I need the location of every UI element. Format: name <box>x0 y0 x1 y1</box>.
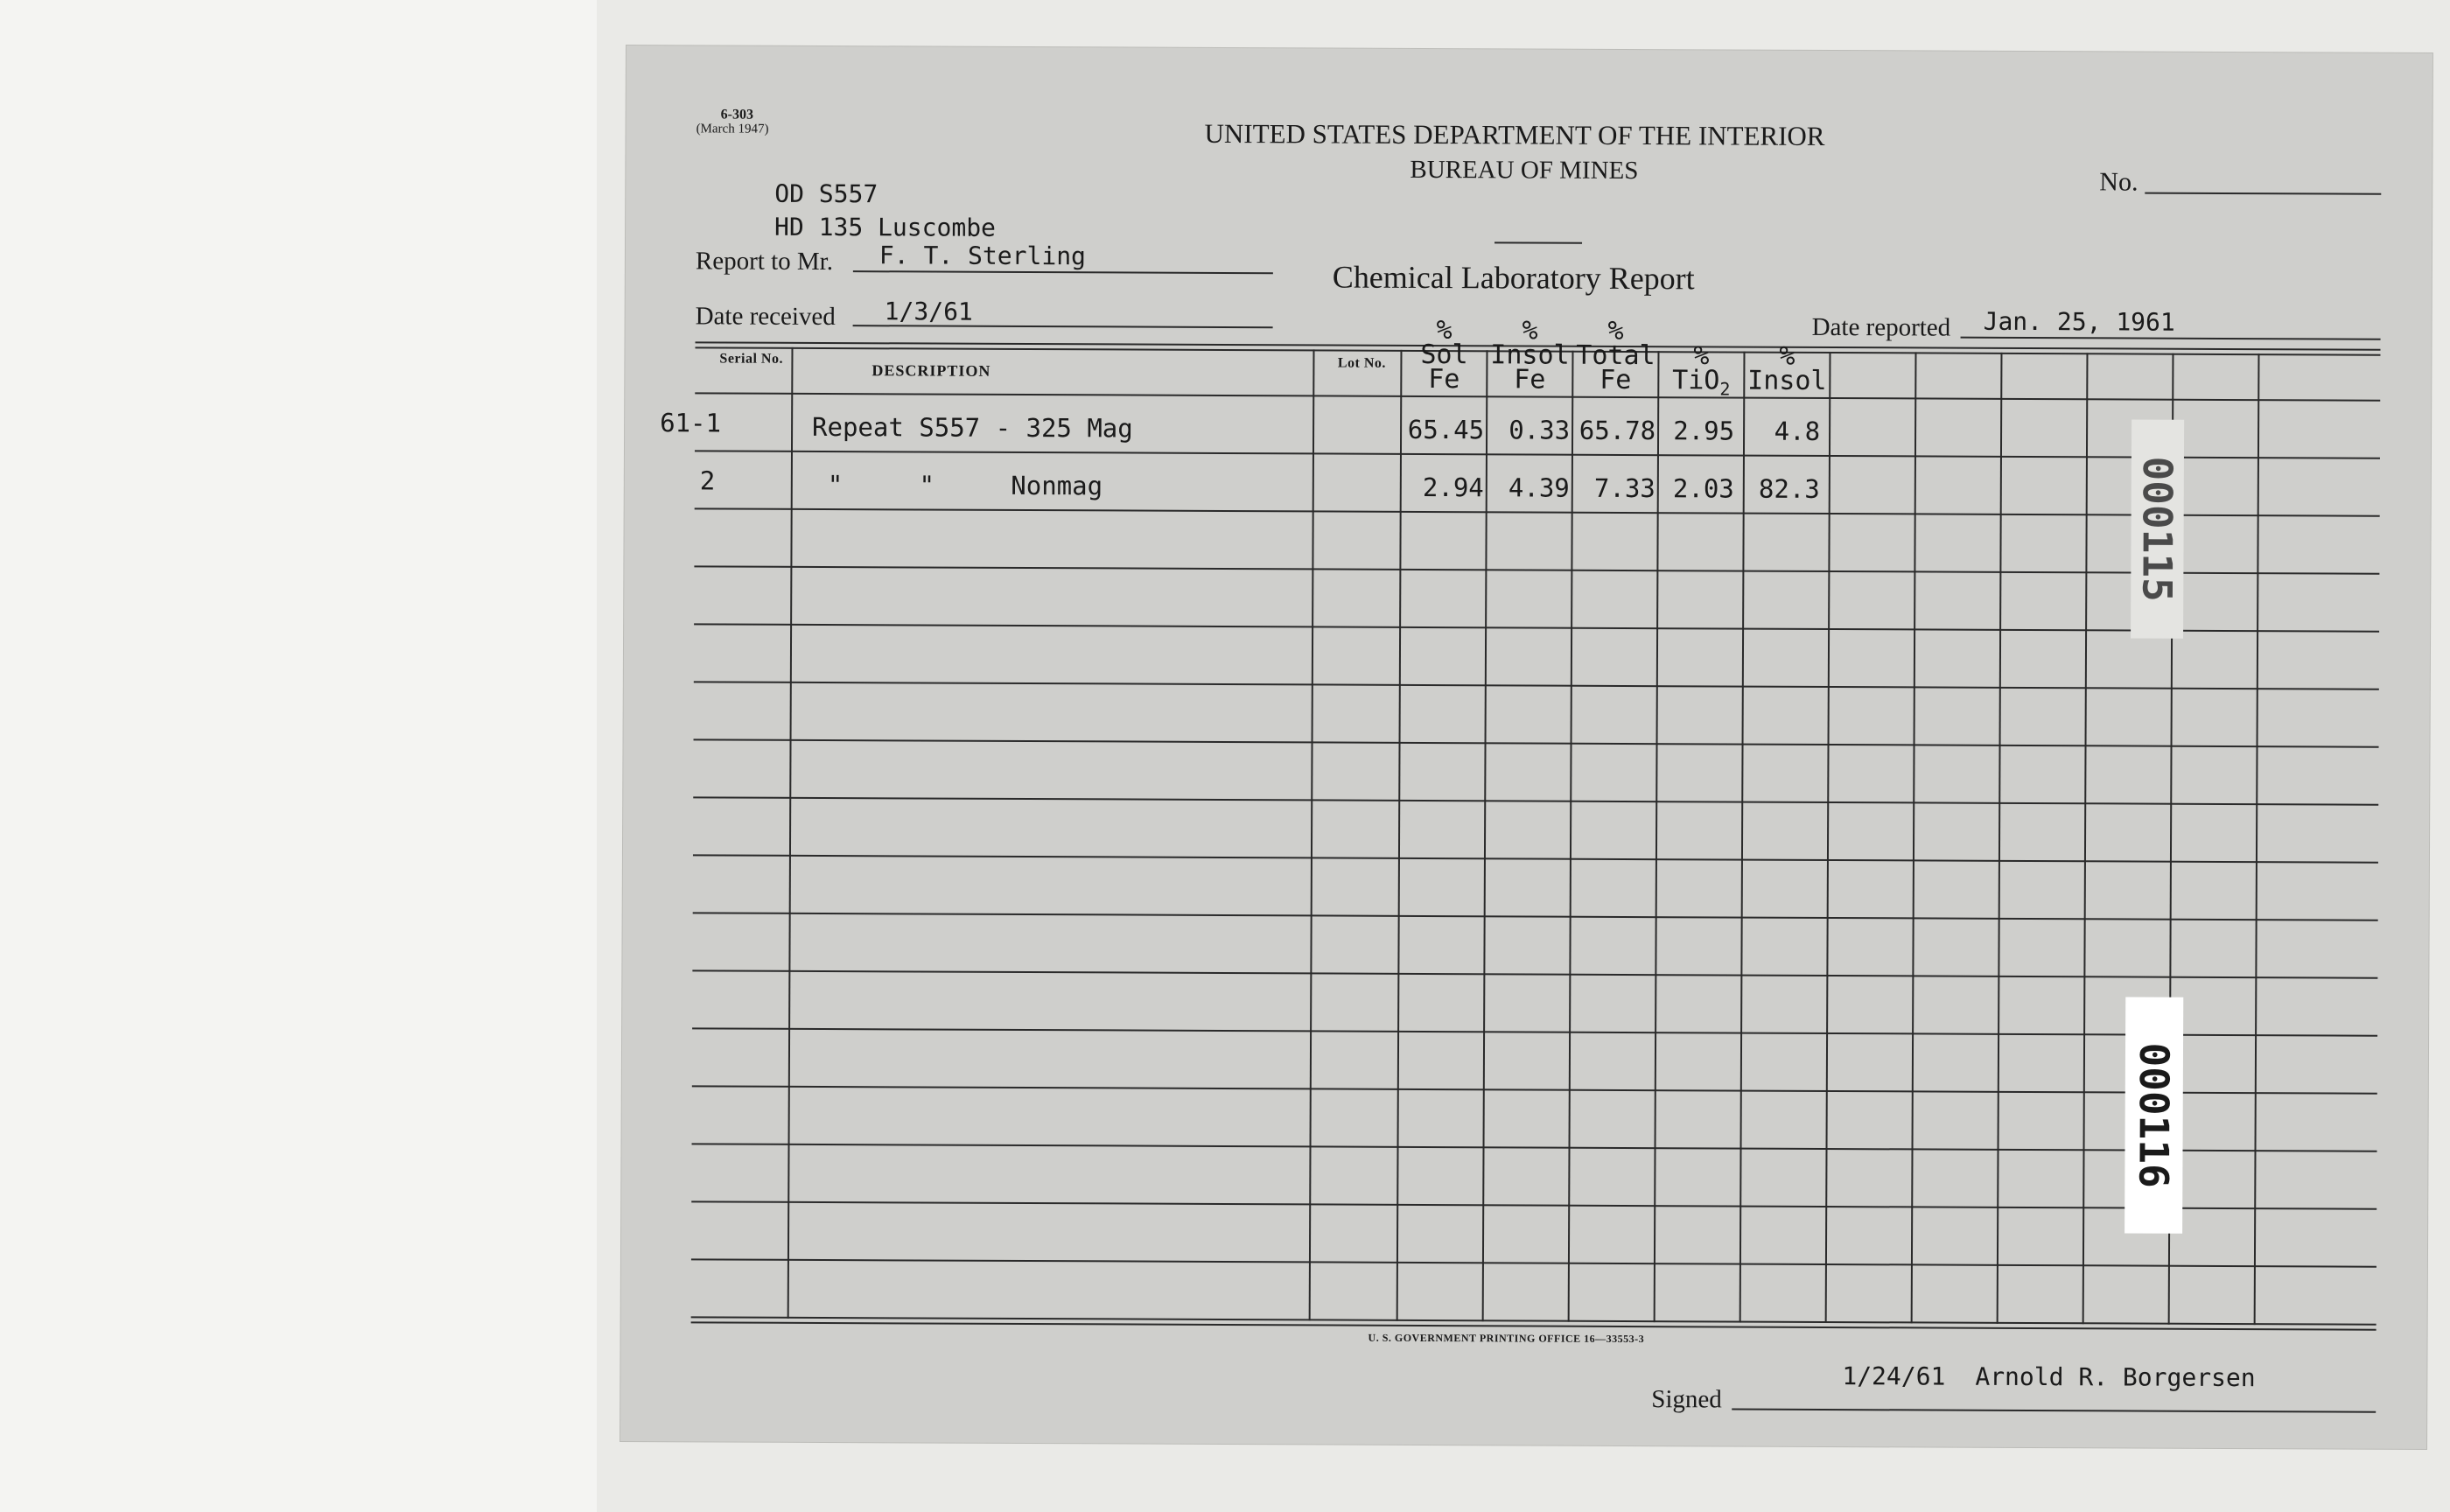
row-rule <box>691 1258 2376 1267</box>
lab-report-form <box>620 46 2432 1449</box>
report-to-underline <box>853 270 1273 274</box>
no-label: No. <box>2099 167 2138 197</box>
cell-sol-fe: 65.45 <box>1407 414 1485 445</box>
header-sol-fe: % Sol Fe <box>1420 315 1468 396</box>
signed-label: Signed <box>1651 1385 1722 1414</box>
column-rule <box>788 347 794 1319</box>
form-number: 6-303 <box>720 107 754 122</box>
cell-insol-fe: 0.33 <box>1508 415 1571 445</box>
header-insol-fe: % Insol Fe <box>1490 315 1570 396</box>
cell-total-fe: 7.33 <box>1593 472 1656 504</box>
reference-od: OD S557 <box>774 178 878 209</box>
column-rule <box>1997 353 2003 1324</box>
column-rule <box>1825 352 1831 1323</box>
row-rule <box>694 565 2379 574</box>
signature-underline <box>1732 1409 2376 1413</box>
report-to-value: F. T. Sterling <box>878 241 1087 271</box>
header-insol: % Insol <box>1747 340 1827 396</box>
row-rule <box>694 738 2379 747</box>
printing-office-imprint: U. S. GOVERNMENT PRINTING OFFICE 16—33553-3 <box>1368 1331 1645 1346</box>
no-underline <box>2145 192 2381 195</box>
form-revision: (March 1947) <box>696 122 769 136</box>
cell-serial: 61-1 <box>660 408 722 438</box>
title-rule <box>1494 242 1582 243</box>
cell-insol: 4.8 <box>1774 416 1821 446</box>
row-rule <box>694 623 2379 632</box>
serial-stamp-faded: 000115 <box>2131 420 2184 639</box>
date-received-label: Date received <box>695 302 836 332</box>
signed-date: 1/24/61 <box>1842 1362 1946 1391</box>
column-rule <box>2254 354 2260 1325</box>
cell-description: " " Nonmag <box>827 470 1103 501</box>
bureau-heading: BUREAU OF MINES <box>1410 155 1639 186</box>
row-rule <box>692 970 2377 978</box>
date-reported-underline <box>1961 337 2381 340</box>
row-rule <box>693 796 2378 805</box>
column-rule <box>1309 349 1315 1320</box>
date-reported-label: Date reported <box>1811 312 1951 342</box>
header-tio2: % TiO$_2$ <box>1672 340 1731 400</box>
serial-stamp: 000116 <box>2124 997 2183 1233</box>
row-rule <box>695 450 2380 458</box>
column-rule <box>2082 353 2089 1324</box>
row-rule <box>695 508 2380 516</box>
row-rule <box>693 854 2378 863</box>
date-received-value: 1/3/61 <box>884 297 973 326</box>
cell-tio2: 2.95 <box>1673 416 1735 446</box>
row-rule <box>693 912 2378 920</box>
cell-description: Repeat S557 - 325 Mag <box>812 411 1133 444</box>
report-title: Chemical Laboratory Report <box>1332 259 1695 297</box>
cell-serial: 2 <box>699 466 716 496</box>
cell-total-fe: 65.78 <box>1578 415 1656 446</box>
signer-name: Arnold R. Borgersen <box>1975 1362 2256 1393</box>
report-to-label: Report to Mr. <box>695 247 834 276</box>
cell-sol-fe: 2.94 <box>1422 472 1484 503</box>
header-serial: Serial No. <box>719 351 784 367</box>
cell-tio2: 2.03 <box>1672 473 1734 504</box>
header-total-fe: % Total Fe <box>1576 315 1656 396</box>
header-description: DESCRIPTION <box>872 361 991 380</box>
row-rule <box>694 681 2379 690</box>
cell-insol-fe: 4.39 <box>1508 472 1570 503</box>
department-heading: UNITED STATES DEPARTMENT OF THE INTERIOR <box>1204 117 1825 151</box>
column-rule <box>1911 352 1917 1323</box>
date-reported-value: Jan. 25, 1961 <box>1983 306 2175 337</box>
reference-hd: HD 135 Luscombe <box>774 212 997 242</box>
cell-insol: 82.3 <box>1758 473 1820 504</box>
header-lot: Lot No. <box>1337 355 1386 371</box>
